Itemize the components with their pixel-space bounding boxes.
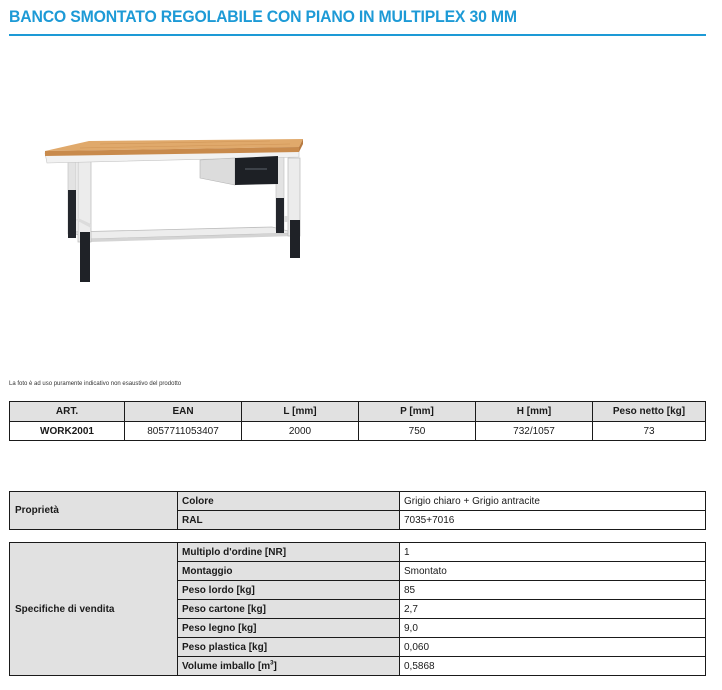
page-title: BANCO SMONTATO REGOLABILE CON PIANO IN MULTIPLEX 30 MM: [9, 7, 517, 26]
spec-label-text: Volume imballo [m: [182, 660, 271, 672]
table-row: [10, 492, 706, 511]
workbench-image: [40, 138, 310, 286]
spec-value: 1: [400, 543, 706, 562]
title-underline: [9, 34, 706, 36]
spec-label: Montaggio: [178, 562, 400, 581]
col-h: H [mm]: [476, 402, 593, 422]
spec-value: 2,7: [400, 600, 706, 619]
spec-value: Smontato: [400, 562, 706, 581]
properties-group-label: Proprietà: [10, 492, 178, 530]
properties-table: [9, 491, 706, 530]
sales-specs-table: [9, 542, 706, 676]
image-disclaimer: La foto è ad uso puramente indicativo non esaustivo del prodotto: [9, 381, 182, 387]
col-ean: EAN: [125, 402, 242, 422]
cell-h: 732/1057: [476, 422, 593, 441]
product-table: [9, 401, 706, 441]
spec-value: 0,060: [400, 638, 706, 657]
spec-label: Peso cartone [kg]: [178, 600, 400, 619]
spec-label-end: ]: [273, 660, 277, 672]
cell-peso-netto: 73: [593, 422, 706, 441]
col-p: P [mm]: [359, 402, 476, 422]
property-label: Colore: [178, 492, 400, 511]
col-peso-netto: Peso netto [kg]: [593, 402, 706, 422]
product-table-header: [10, 402, 706, 422]
col-art: ART.: [10, 402, 125, 422]
spec-value: 0,5868: [400, 657, 706, 676]
spec-value: 85: [400, 581, 706, 600]
table-row: [10, 543, 706, 562]
property-value: Grigio chiaro + Grigio antracite: [400, 492, 706, 511]
cell-p: 750: [359, 422, 476, 441]
spec-label: [178, 657, 400, 676]
cell-art: WORK2001: [10, 422, 125, 441]
spec-label: Peso legno [kg]: [178, 619, 400, 638]
property-value: 7035+7016: [400, 511, 706, 530]
property-label: RAL: [178, 511, 400, 530]
table-row: [10, 422, 706, 441]
cell-l: 2000: [242, 422, 359, 441]
spec-label: Peso lordo [kg]: [178, 581, 400, 600]
spec-label: Peso plastica [kg]: [178, 638, 400, 657]
sales-group-label: Specifiche di vendita: [10, 543, 178, 676]
spec-label: Multiplo d'ordine [NR]: [178, 543, 400, 562]
cell-ean: 8057711053407: [125, 422, 242, 441]
col-l: L [mm]: [242, 402, 359, 422]
spec-value: 9,0: [400, 619, 706, 638]
spec-label-superscript: 3: [270, 660, 274, 667]
